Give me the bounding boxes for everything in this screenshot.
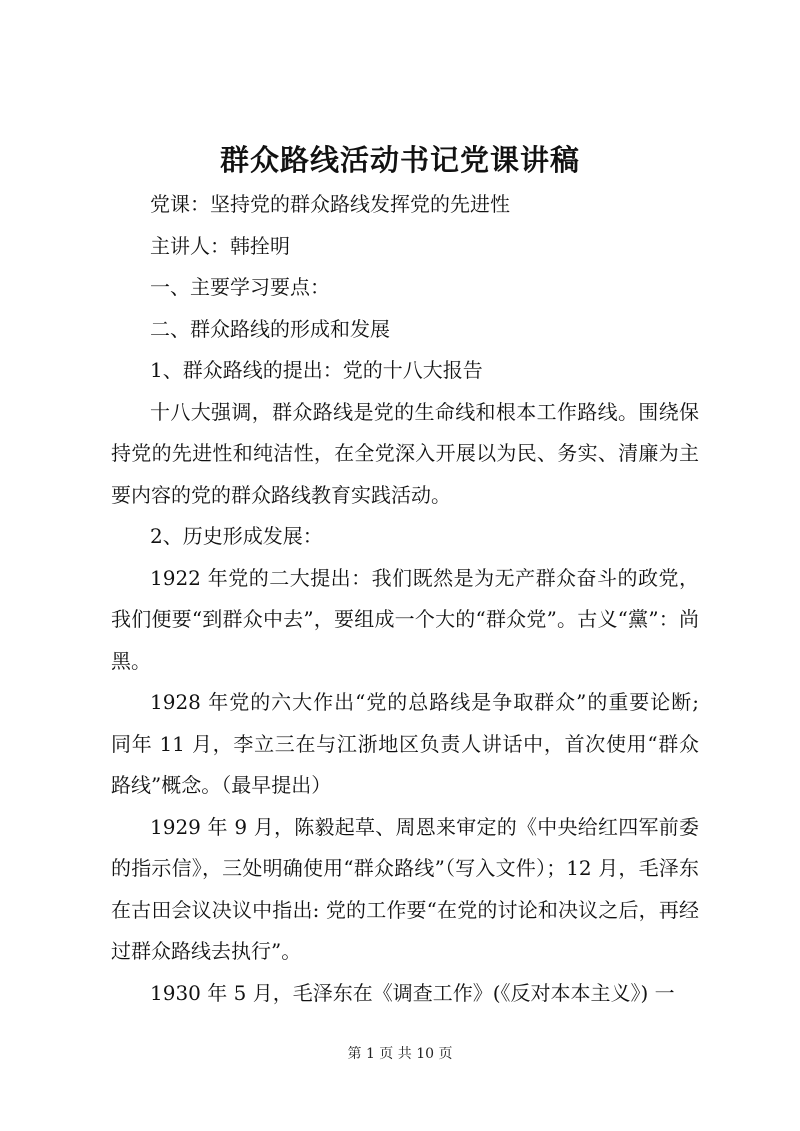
paragraph-subheading-1: 1、群众路线的提出：党的十八大报告: [150, 358, 483, 382]
paragraph-section-one-heading: 一、主要学习要点：: [150, 275, 330, 299]
paragraph-1928: 1928 年党的六大作出“党的总路线是争取群众”的重要论断; 同年 11 月，李立三在与江浙地区负责人讲话中，首次使用“群众路线”概念。（最早提出）: [111, 690, 699, 797]
paragraph-1930: 1930 年 5 月，毛泽东在《调查工作》(《反对本本主义》) 一: [150, 980, 675, 1005]
paragraph-eighteenth-congress: 十八大强调，群众路线是党的生命线和根本工作路线。围绕保持党的先进性和纯洁性，在全党深入开展以为民、务实、清廉为主要内容的党的群众路线教育实践活动。: [111, 399, 699, 507]
page-footer: 第 1 页 共 10 页: [347, 1046, 453, 1062]
paragraph-lecture-topic: 党课：坚持党的群众路线发挥党的先进性: [150, 192, 510, 216]
paragraph-speaker: 主讲人：韩拴明: [150, 233, 290, 258]
document-body: [111, 184, 699, 1014]
paragraph-subheading-2: 2、历史形成发展：: [150, 524, 323, 548]
paragraph-1922: 1922 年党的二大提出：我们既然是为无产群众奋斗的政党，我们便要“到群众中去”，要组成一个大的“群众党”。古义“黨”：尚黑。: [111, 565, 699, 673]
document-title: 群众路线活动书记党课讲稿: [219, 143, 580, 177]
paragraph-section-two-heading: 二、群众路线的形成和发展: [150, 316, 390, 341]
paragraph-1929: 1929 年 9 月，陈毅起草、周恩来审定的《中央给红四军前委的指示信》，三处明确使用“群众路线”（写入文件）；12 月，毛泽东在古田会议决议中指出: 党的工作要“在党的讨论和决议之后，再经过群众路线去执行”。: [111, 814, 699, 963]
